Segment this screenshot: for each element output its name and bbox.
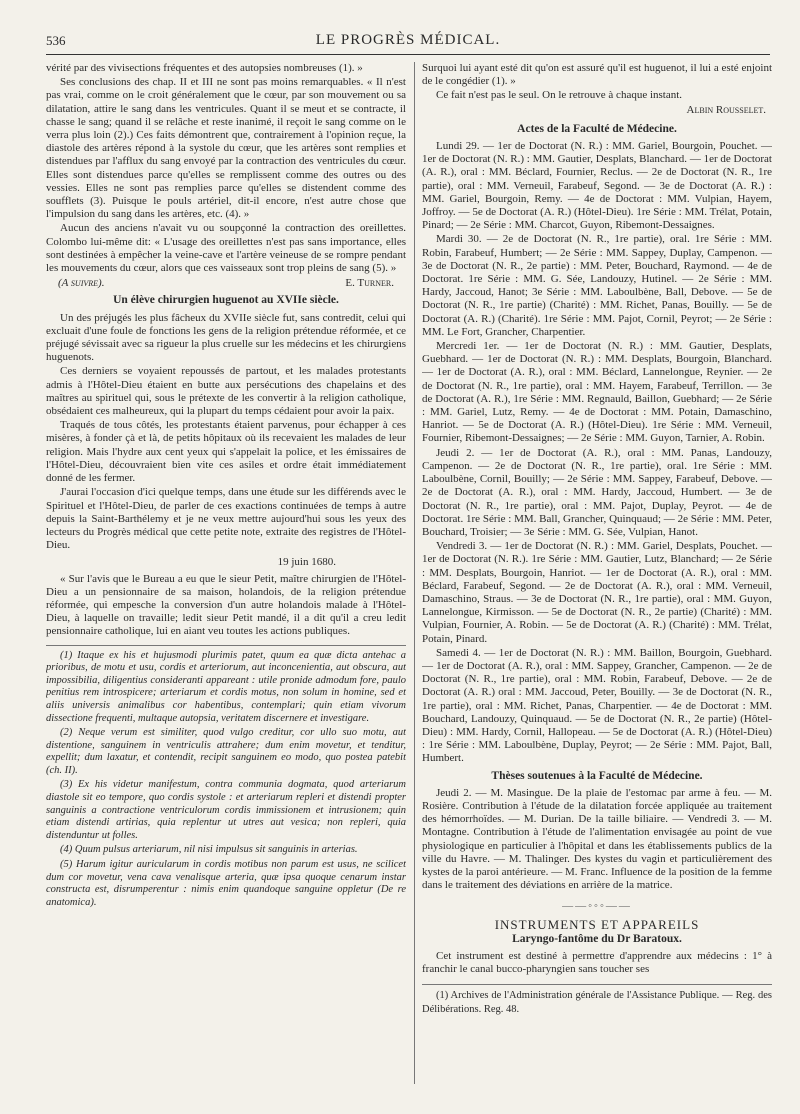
theses-entry: Jeudi 2. — M. Masingue. De la plaie de l'estomac par arme à feu. — M. Rosière. Contribution à l'étude de la dilatation forcée appliquée au traitement des hémorrhoïdes. — M. Durian. De la taille biliaire. — Vendredi 3. — M. Montagne. Contribution à l'étude de l'alimentation envisagée au point de vue physiologique en particulier à l'hôpital et dans les établissements publics de la ville du Havre. — M. Thalinger. Des kystes du vagin et particulièrement des kystes de la paroi antérieure. — M. Franc. Influence de la position de la femme dans le traitement des déviations en arrière de la matrice. bbox=[422, 786, 772, 892]
article-heading: Un élève chirurgien huguenot au XVIIe siècle. bbox=[113, 294, 339, 307]
paragraph: vérité par des vivisections fréquentes et des autopsies nombreuses (1). » bbox=[46, 62, 363, 74]
ornament-divider: ——◦◦◦—— bbox=[562, 900, 632, 913]
subsection-heading: Laryngo-fantôme du Dr Baratoux. bbox=[512, 932, 682, 945]
right-column bbox=[422, 62, 772, 1084]
footnote: (1) Itaque ex his et hujusmodi plurimis patet, quum ea quæ dicta antehac a prioribus, de motu et usu, cordis et arteriorum, aut inconcenientia, aut obscura, aut impossibilia, diligentius consideranti appareant : utile pronide admodum fore, paulo penitius rem introspicere; arteriarum et cordis motus, non solum in homine, sed et aliis universis animalibus cor habentibus, contemplari; quin etiam vivorum dissectione frequenti, multaque autopsia, veritatem discernere et investigare. bbox=[46, 649, 406, 724]
footnote: (3) Ex his videtur manifestum, contra communia dogmata, quod arteriarum diastole sit eo tempore, quo cordis systole : et arteriarum repleri et distendi propter sanguinis a contractione ventriculorum cordis immissionem et intrusionem; quin etiam distendi artirias, quia replentur ut utres aut vesica; non repleri, quia distenduntur ut folles. bbox=[46, 779, 406, 841]
footnote: (1) Archives de l'Administration générale de l'Assistance Publique. — Reg. des Délibérations. Reg. 48. bbox=[422, 990, 772, 1015]
paragraph: Ces derniers se voyaient repoussés de partout, et les malades protestants admis à l'Hôtel-Dieu étaient en butte aux persécutions des chapelains et des maîtres au spirituel qui, sous le prétexte de les convertir à la religion catholique, obsédaient ces malheureux, qui la plupart du temps cédaient pour avoir la paix. bbox=[46, 365, 406, 418]
page-header bbox=[46, 30, 770, 55]
paragraph: Traqués de tous côtés, les protestants étaient parvenus, pour échapper à ces misères, à fonder çà et là, de petits hôpitaux où ils recevaient les malades de leur religion. Mais l'hydre aux cent yeux qui s'appelait la police, et les émissaires de l'Hôtel-Dieu, découvraient bien vite ces asiles et ordre était immédiatement donné de les fermer. bbox=[46, 419, 406, 485]
section-heading-actes: Actes de la Faculté de Médecine. bbox=[517, 122, 677, 135]
author-signature bbox=[422, 104, 772, 117]
exam-day-entry: Mardi 30. — 2e de Doctorat (N. R., 1re partie), oral. 1re Série : MM. Robin, Farabeuf, Humbert; — 2e Série : MM. Sappey, Duplay, Campenon. — 3e de Doctorat (N. R., 2e partie) : MM. Peter, Bouchard, Raymond. — 4e de Doctorat. 1re Série : MM. G. Sée, Landouzy, Hutinel. — 2e Série : MM. Hardy, Jaccoud, Hanot; 3e Série : MM. Laboulbène, Ball, Debove. — 5e de Doctorat (N. R., 1re partie) (Charité) : MM. Richet, Panas, Bouilly. — 5e de Doctorat (A. R.) (Charité). 1re Série : MM. Pajot, Cornil, Peyrot; — 2e Série : MM. Le Fort, Grancher, Charpentier. bbox=[422, 233, 772, 338]
exam-day-entry: Lundi 29. — 1er de Doctorat (N. R.) : MM. Gariel, Bourgoin, Pouchet. — 1er de Doctorat (N. R.) : MM. Gautier, Desplats, Blanchard. — 1er de Doctorat (A. R.), oral : MM. Béclard, Fournier, Reclus. — 2e de Doctorat (N. R., 1re partie), oral : MM. Verneuil, Farabeuf, Segond. — 3e de Doctorat (A. R.) : MM. Gariel, Bourgoin, Remy. — 4e de Doctorat : MM. Vulpian, Hayem, Joffroy. — 5e de Doctorat (A. R.) (Hôtel-Dieu). 1re Série : MM. Trélat, Potain, Pinard; — 2e Série : MM. Charcot, Guyon, Ribemont-Dessaignes. bbox=[422, 140, 772, 232]
footnote: (2) Neque verum est similiter, quod vulgo creditur, cor ullo suo motu, aut distentione, sanguinem in ventriculis attrahere; dum enim movetur, et tenditur, expellit; dum laxatur, et contendit, recipit sanguinem eo modo, quo postea patebit (ch. II). bbox=[46, 727, 406, 776]
paragraph: Aucun des anciens n'avait vu ou soupçonné la contraction des oreillettes. Colombo lui-même dit: « L'usage des oreillettes n'est pas sans importance, elles sont destinées à empêcher la veine-cave et l'artère veineuse de se rompre pendant les mouvements du cœur, alors que ces vaisseaux sont trop pleins de sang (5). » bbox=[46, 222, 406, 275]
paragraph: Un des préjugés les plus fâcheux du XVIIe siècle fut, sans contredit, celui qui excluait d'une foule de fonctions les gens de la religion prétendue réformée, et ce préjugé sévissait avec sa rigueur la plus cruelle sur les médecins et les chirurgiens huguenots. bbox=[46, 311, 406, 364]
paragraph: « Sur l'avis que le Bureau a eu que le sieur Petit, maître chirurgien de l'Hôtel-Dieu a un pensionnaire de sa maison, holandois, de la religion prétendue réformée, qui empesche la conversion d'un autre holandois malade à l'Hôtel-Dieu, à laquelle on travaille; ledit sieur Petit mandé, il a dit qu'il a creu ledit pensionnaire catholique, lui en aiant veu toutes les actions publiques. bbox=[46, 572, 406, 638]
left-column bbox=[46, 62, 406, 1084]
column-divider bbox=[414, 62, 415, 1084]
paragraph: Cet instrument est destiné à permettre d'apprendre aux médecins : 1° à franchir le canal bucco-pharyngien sans toucher ses bbox=[422, 950, 772, 976]
paragraph: Ses conclusions des chap. II et III ne sont pas moins remarquables. « Il n'est pas vrai, comme on le croit généralement que le cœur, par son mouvement ou sa dilatation, attire le sang dans les ventricules. Quant il se meut et se contracte, il chasse le sang; quand il se relâche et reste inanimé, il reçoit le sang comme on le verra plus loin (2).) Ces faits démontrent que, contrairement à l'opinion reçue, la diastole des artères répond à la systole du cœur, que les artères sont remplies et distendues par l'afflux du sang envoyé par la contraction des ventricules du cœur. Elles sont distendues parce qu'elles se remplissent comme des outres ou des vessies. Elles ne sont pas remplies parce qu'elles se distendent comme des soufflets (3). Puisque le pouls artériel, dit-il encore, n'est autre chose que l'impulsion du sang dans les artères, etc. (4). » bbox=[46, 76, 406, 221]
footnote-block bbox=[422, 984, 772, 1015]
journal-title: LE PROGRÈS MÉDICAL. bbox=[315, 32, 501, 48]
page-number: 536 bbox=[46, 33, 66, 48]
author-signature: E. Turner. bbox=[345, 277, 394, 290]
signature-line bbox=[46, 277, 406, 290]
paragraph: Ce fait n'est pas le seul. On le retrouve à chaque instant. bbox=[436, 89, 683, 102]
footnotes bbox=[46, 645, 406, 910]
paragraph: Surquoi lui ayant esté dit qu'on est assuré qu'il est huguenot, il lui a esté enjoint de le congédier (1). » bbox=[422, 62, 772, 88]
footnote: (4) Quum pulsus arteriarum, nil nisi impulsus sit sanguinis in arterias. bbox=[60, 844, 358, 856]
exam-day-entry: Mercredi 1er. — 1er de Doctorat (N. R.) : MM. Gautier, Desplats, Guebhard. — 1er de Doctorat (N. R.) : MM. Desplats, Bourgoin, Blanchard. — 1er de Doctorat (A. R.), oral : MM. Béclard, Lannelongue, Reynier. — 2e de Doctorat (N. R., 1re partie), oral : MM. Hayem, Farabeuf, Terrillon. — 3e de Doctorat (A. R.), 1re Série : MM. Regnauld, Baillon, Guebhard; — 2e Série : MM. Gariel, Lutz, Remy. — 4e de Doctorat : MM. Potain, Damaschino, Hanriot. — 5e de Doctorat (A. R.) (Hôtel-Dieu). 1re Série : MM. Verneuil, Fournier, Ribemont-Dessaignes; — 2e Série : MM. Guyon, Tarnier, A. Robin. bbox=[422, 340, 772, 445]
exam-day-entry: Vendredi 3. — 1er de Doctorat (N. R.) : MM. Gariel, Desplats, Pouchet. — 1er de Doctorat (N. R.). 1re Série : MM. Gautier, Lutz, Blanchard; — 2e Série : MM. Desplats, Bourgoin, Hanriot. — 1er de Doctorat (A. R.), oral : MM. Béclard, Farabeuf, Segond. — 2e de Doctorat (A. R.), oral : MM. Verneuil, Damaschino, Straus. — 3e de Doctorat (N. R., 1re partie), oral : MM. Guyon, Lannelongue, Kirmisson. — 5e de Doctorat (N. R., 2e partie) (Charité) : MM. Vulpian, Fournier, A. Robin. — 5e de Doctorat (A. R.) (Charité) : MM. Trélat, Potain, Pinard. bbox=[422, 540, 772, 645]
section-heading-theses: Thèses soutenues à la Faculté de Médecine. bbox=[491, 769, 703, 782]
section-heading-instruments: INSTRUMENTS ET APPAREILS bbox=[494, 916, 700, 932]
paragraph: J'aurai l'occasion d'ici quelque temps, dans une étude sur les différends avec le Spirituel et l'Hôtel-Dieu, de parler de ces exactions continuées de temps à autre depuis la Saint-Barthélemy et je ne veux mettre aujourd'hui sous les yeux des lecteurs du Progrès médical que cette petite note, extraite des registres de l'Hôtel-Dieu. bbox=[46, 486, 406, 552]
exam-day-entry: Jeudi 2. — 1er de Doctorat (A. R.), oral : MM. Panas, Landouzy, Campenon. — 2e de Doctorat (N. R., 1re partie), oral. 1re Série : MM. Laboulbène, Cornil, Bouilly; — 2e Série : MM. Sappey, Farabeuf, Debove. — 2e de Doctorat (A. R.), oral : MM. Hardy, Jaccoud, Humbert. — 3e de Doctorat (N. R., 1re partie), oral : MM. Pajot, Duplay, Peyrot. — 4e de Doctorat. 1re Série : MM. Ball, Grancher, Quinquaud; — 2e Série : MM. Peter, Bouchard, Troisier; — 3e Série : MM. G. Sée, Vulpian, Hanot. bbox=[422, 446, 772, 538]
footnote: (5) Harum igitur auricularum in cordis motibus non parum est usus, ne scilicet dum cor movetur, vena cava venalisque arteria, quæ ipsa quoque cenarum instar constructa est, disrumperentur : nimis enim quandoque sanguine oppletur (De re anatomica). bbox=[46, 859, 406, 908]
author-name: Albin Rousselet. bbox=[686, 103, 766, 116]
exam-day-entry: Samedi 4. — 1er de Doctorat (N. R.) : MM. Baillon, Bourgoin, Guebhard. — 1er de Doctorat (A. R.), oral : MM. Sappey, Grancher, Campenon. — 2e de Doctorat (N. R., 1re partie), oral : MM. Robin, Farabeuf, Debove. — 2e de Doctorat (A. R.) oral : MM. Jaccoud, Peter, Bouilly. — 3e de Doctorat (N. R., 1re partie), oral : MM. Richet, Panas, Charpentier. — 4e de Doctorat : MM. Bouchard, Landouzy, Quinquaud. — 5e de Doctorat (N. R., 2e partie) (Hôtel-Dieu) : MM. Hardy, Cornil, Hallopeau. — 5e de Doctorat (A. R.) (Hôtel-Dieu) : 1re Série : MM. Laboulbène, Duplay, Peyrot; — 2e Série : MM. Pajot, Ball, Humbert. bbox=[422, 646, 772, 765]
to-be-continued: (A suivre). bbox=[58, 277, 105, 290]
dated-entry: 19 juin 1680. bbox=[277, 556, 336, 569]
